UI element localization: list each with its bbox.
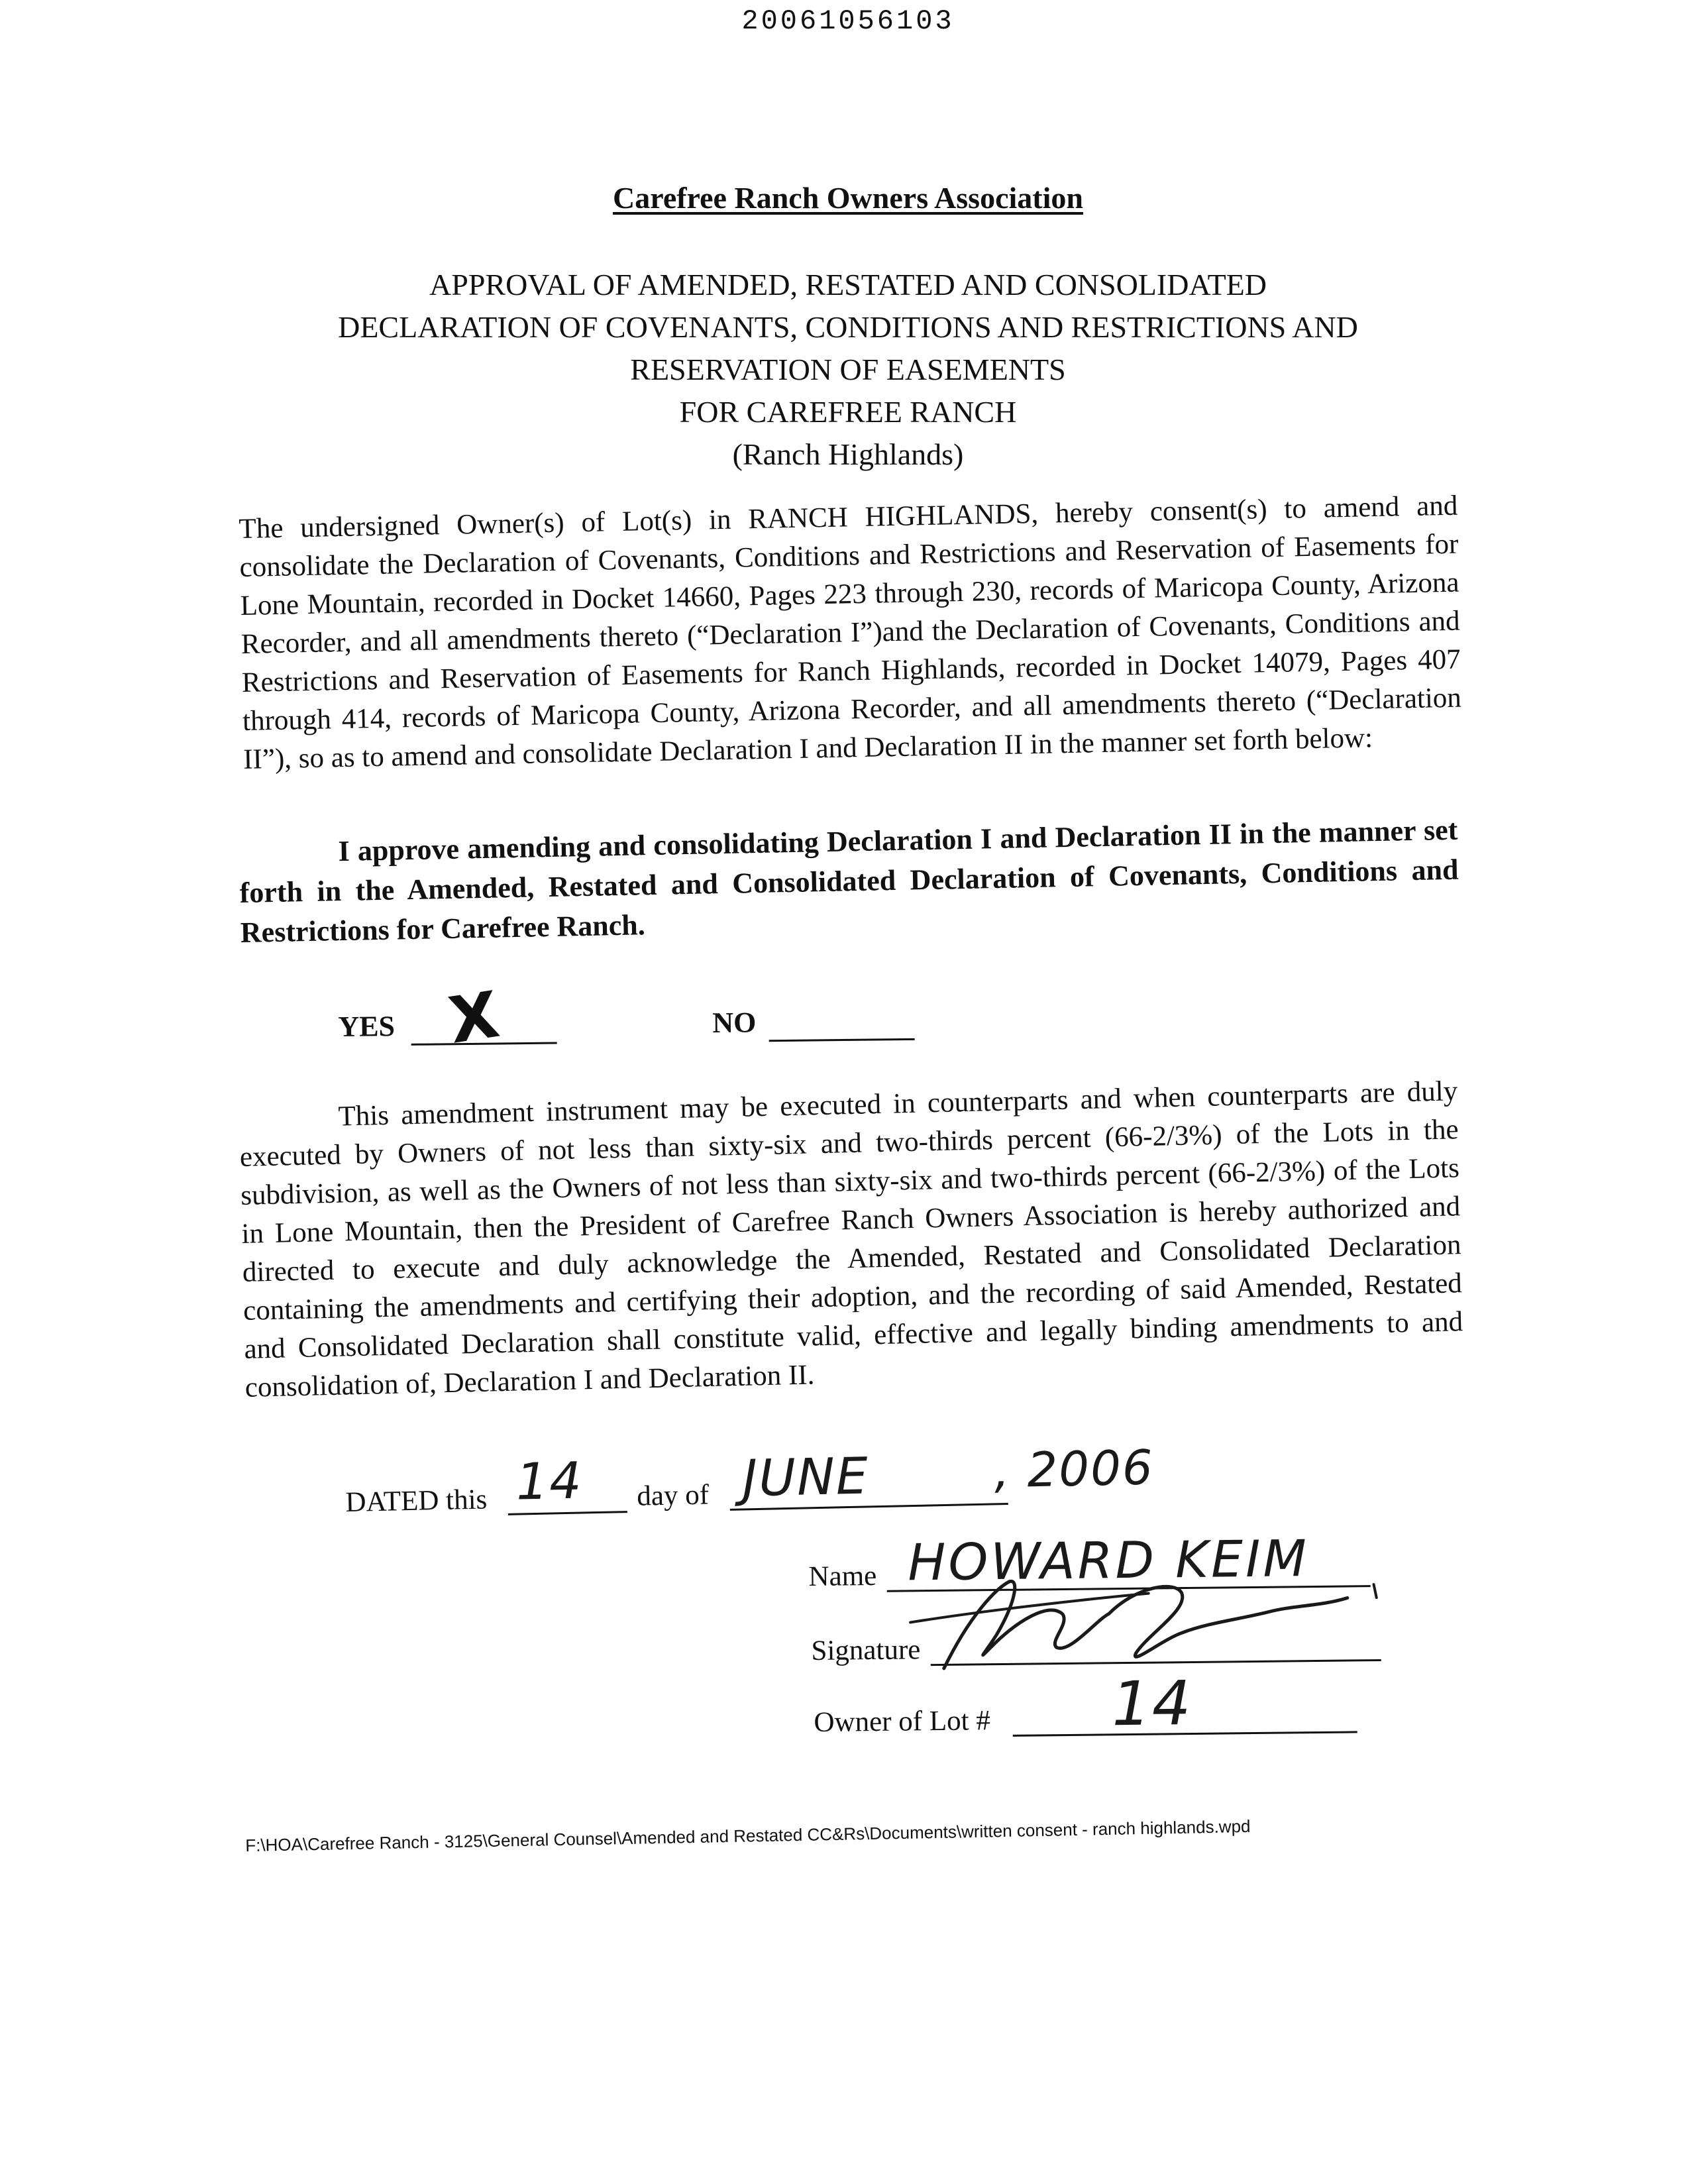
file-path-footer: F:\HOA\Carefree Ranch - 3125\General Counsel\Amended and Restated CC&Rs\Documents\written consent - ranch highlands.wpd — [245, 1816, 1251, 1855]
lot-label: Owner of Lot # — [814, 1705, 991, 1738]
title-line-1: APPROVAL OF AMENDED, RESTATED AND CONSOLIDATED — [429, 268, 1267, 301]
consent-paragraph: The undersigned Owner(s) of Lot(s) in RANCH HIGHLANDS, hereby consent(s) to amend and consolidate the Declaration of Covenants, Conditions and Restrictions and Reservation of Easements for Lone Mountain, recorded in Docket 14660, Pages 223 through 230, records of Maricopa County, Arizona Recorder, and all amendments thereto (“Declaration I”)and the Declaration of Covenants, Conditions and Restrictions and Reservation of Easements for Ranch Highlands, recorded in Docket 14079, Pages 407 through 414, records of Maricopa County, Arizona Recorder, and all amendments thereto (“Declaration II”), so as to amend and consolidate Declaration I and Declaration II in the manner set forth below: — [238, 490, 1462, 775]
association-title: Carefree Ranch Owners Association — [613, 181, 1083, 215]
title-line-2: DECLARATION OF COVENANTS, CONDITIONS AND RESTRICTIONS AND — [338, 310, 1358, 344]
dated-row — [344, 1437, 1220, 1528]
document-title — [0, 264, 1696, 476]
vote-row — [338, 977, 1001, 1058]
title-line-3: RESERVATION OF EASEMENTS — [630, 353, 1066, 386]
dated-prefix-label: DATED this — [345, 1484, 488, 1518]
day-handwritten: 14 — [515, 1450, 584, 1511]
yes-label: YES — [338, 1010, 396, 1043]
lot-row — [814, 1668, 1397, 1748]
name-label: Name — [808, 1560, 877, 1592]
month-handwritten: JUNE — [741, 1446, 870, 1508]
name-handwritten: HOWARD KEIM — [907, 1529, 1310, 1592]
year-handwritten: , 2006 — [993, 1439, 1155, 1499]
signature-label: Signature — [811, 1634, 921, 1666]
title-line-5: (Ranch Highlands) — [732, 437, 964, 471]
lot-handwritten: 14 — [1111, 1668, 1192, 1740]
title-line-4: FOR CAREFREE RANCH — [679, 395, 1017, 429]
signature-row — [811, 1611, 1395, 1676]
document-number: 20061056103 — [741, 5, 955, 37]
day-of-label: day of — [636, 1479, 710, 1512]
day-line[interactable] — [508, 1511, 627, 1515]
no-line[interactable] — [769, 1038, 915, 1042]
yes-checkmark: X — [444, 977, 504, 1058]
handwritten-signature — [896, 1571, 1401, 1676]
counterparts-paragraph: This amendment instrument may be executed in counterparts and when counterparts are duly executed by Owners of not less than sixty-six and two-thirds percent (66-2/3%) of the Lots in the subdivision, as well as the Owners of not less than sixty-six and two-thirds percent (66-2/3%) of the Lots in Lone Mountain, then the President of Carefree Ranch Owners Association is hereby authorized and directed to execute and duly acknowledge the Amended, Restated and Consolidated Declaration containing the amendments and certifying their adoption, and the recording of said Amended, Restated and Consolidated Declaration shall constitute valid, effective and legally binding amendments to and consolidation of, Declaration I and Declaration II. — [239, 1075, 1463, 1403]
approval-statement: I approve amending and consolidating Declaration I and Declaration II in the manner set forth in the Amended, Restated and Consolidated Declaration of Covenants, Conditions and Restrictions for Carefree Ranch. — [239, 813, 1459, 949]
no-label: NO — [712, 1006, 757, 1040]
